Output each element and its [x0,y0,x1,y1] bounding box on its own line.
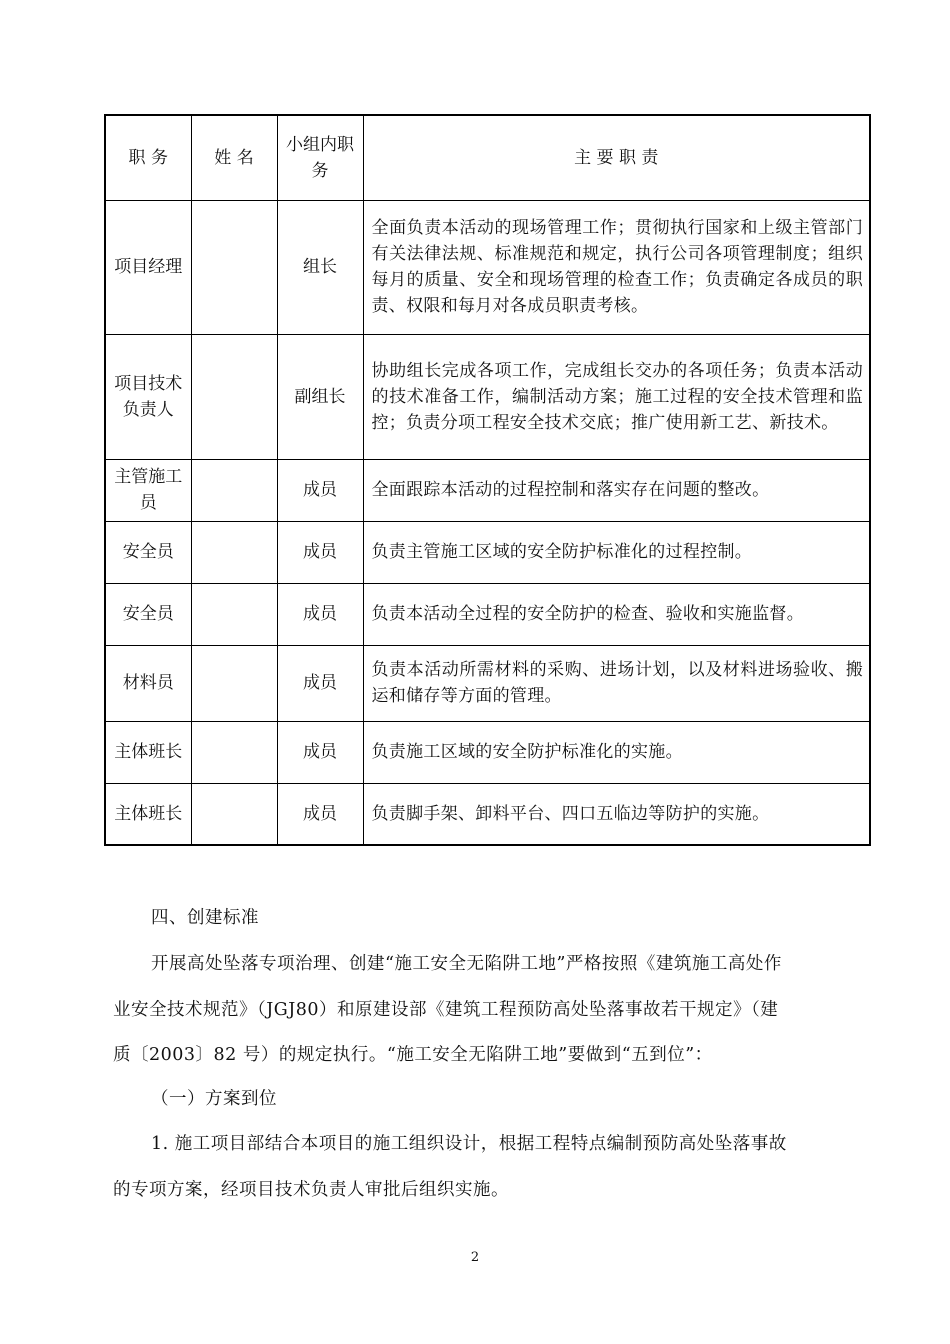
table-row [105,783,870,845]
header-duties: 主 要 职 责 [363,115,870,200]
cell-group-role: 成员 [277,521,363,583]
cell-name [191,334,277,459]
cell-name [191,721,277,783]
paragraph-line: 质〔2003〕82 号）的规定执行。“施工安全无陷阱工地”要做到“五到位”： [113,1045,713,1065]
cell-name [191,521,277,583]
table-header-row [105,115,870,200]
header-group-role: 小组内职务 [277,115,363,200]
cell-duties: 全面跟踪本活动的过程控制和落实存在问题的整改。 [363,459,870,521]
cell-group-role: 副组长 [277,334,363,459]
cell-name [191,583,277,645]
table-row [105,721,870,783]
paragraph-line: 开展高处坠落专项治理、创建“施工安全无陷阱工地”严格按照《建筑施工高处作 [151,954,782,974]
section-heading: 四、创建标准 [151,908,259,928]
list-item-line: 的专项方案，经项目技术负责人审批后组织实施。 [113,1180,509,1200]
cell-duties: 负责脚手架、卸料平台、四口五临边等防护的实施。 [363,783,870,845]
cell-position: 材料员 [105,645,191,721]
table-row [105,200,870,334]
header-position: 职 务 [105,115,191,200]
duty-table [104,114,871,846]
cell-group-role: 成员 [277,783,363,845]
cell-position: 项目技术负责人 [105,334,191,459]
list-item-line: 1. 施工项目部结合本项目的施工组织设计，根据工程特点编制预防高处坠落事故 [151,1134,787,1154]
cell-position: 主管施工员 [105,459,191,521]
cell-position: 主体班长 [105,783,191,845]
cell-duties: 协助组长完成各项工作，完成组长交办的各项任务；负责本活动的技术准备工作，编制活动方案；施工过程的安全技术管理和监控；负责分项工程安全技术交底；推广使用新工艺、新技术。 [363,334,870,459]
cell-group-role: 成员 [277,459,363,521]
cell-duties: 负责施工区域的安全防护标准化的实施。 [363,721,870,783]
table-row [105,459,870,521]
cell-group-role: 成员 [277,645,363,721]
cell-duties: 负责本活动所需材料的采购、进场计划，以及材料进场验收、搬运和储存等方面的管理。 [363,645,870,721]
cell-duties: 全面负责本活动的现场管理工作；贯彻执行国家和上级主管部门有关法律法规、标准规范和规定，执行公司各项管理制度；组织每月的质量、安全和现场管理的检查工作；负责确定各成员的职责、权限和每月对各成员职责考核。 [363,200,870,334]
cell-group-role: 成员 [277,583,363,645]
cell-group-role: 组长 [277,200,363,334]
cell-name [191,200,277,334]
cell-position: 安全员 [105,521,191,583]
header-name: 姓 名 [191,115,277,200]
cell-group-role: 成员 [277,721,363,783]
cell-name [191,783,277,845]
cell-position: 主体班长 [105,721,191,783]
cell-position: 安全员 [105,583,191,645]
cell-name [191,645,277,721]
cell-duties: 负责主管施工区域的安全防护标准化的过程控制。 [363,521,870,583]
sub-heading: （一）方案到位 [151,1089,277,1109]
cell-position: 项目经理 [105,200,191,334]
cell-name [191,459,277,521]
table-row [105,645,870,721]
table-row [105,521,870,583]
table-row [105,334,870,459]
page-number: 2 [470,1250,480,1265]
paragraph-line: 业安全技术规范》（JGJ80）和原建设部《建筑工程预防高处坠落事故若干规定》（建 [113,1000,779,1020]
table-row [105,583,870,645]
cell-duties: 负责本活动全过程的安全防护的检查、验收和实施监督。 [363,583,870,645]
